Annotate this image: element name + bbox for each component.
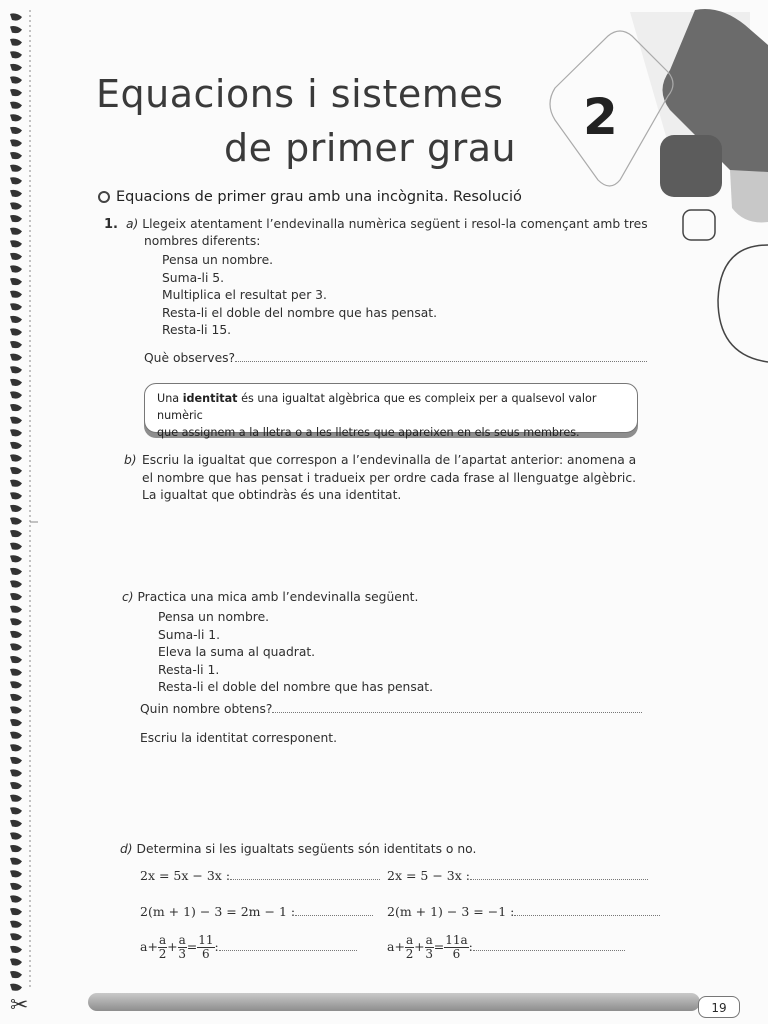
spiral-ring [10,895,22,902]
answer-line[interactable] [514,904,660,916]
step-text: Resta-li 1. [158,662,220,677]
part-c-answer-area[interactable] [140,752,640,832]
step-text: Resta-li el doble del nombre que has pensat. [158,680,434,694]
spiral-ring [10,908,22,915]
definition-box: Una identitat és una igualtat algèbrica que es compleix per a qualsevol valor numèric que assignem a la lletra o a les lletres que apareixen en els seus membres. [144,383,638,433]
spiral-ring [10,618,22,625]
spiral-ring [10,139,22,146]
answer-line[interactable] [272,701,642,713]
spiral-ring [10,492,22,499]
spiral-ring [10,253,22,260]
spiral-ring [10,845,22,852]
step-text: Pensa un nombre. [158,610,270,624]
spiral-ring [10,328,22,335]
spiral-ring [10,795,22,802]
spiral-ring [10,530,22,537]
chapter-number: 2 [583,88,618,146]
spiral-ring [10,480,22,487]
step-text: Resta-li el doble del nombre que has pensat. [162,305,438,320]
page-number: 19 [698,996,740,1018]
spiral-ring [10,820,22,827]
spiral-ring [10,215,22,222]
spiral-ring [10,265,22,272]
part-a-steps [162,252,437,340]
spiral-ring [10,782,22,789]
spiral-ring [10,404,22,411]
part-b-text: Escriu la igualtat que correspon a l’endevinalla de l’apartat anterior: anomena a el nombre que has pensat i tradueix per ordre cada frase al llenguatge algèbric. La igualtat que obtindràs és una identitat. [142,453,637,502]
step-text: Multiplica el resultat per 3. [162,288,327,302]
equation-5: a+ $\frac{a}{2}$ + $\frac{a}{3}$ = $\frac{11}{6}$ : [140,934,357,961]
footer-bar [88,993,700,1011]
spiral-ring [10,291,22,298]
equation-4: 2(m + 1) − 3 = −1 : [387,904,660,919]
part-a-question: Què observes? [144,350,647,368]
spiral-ring [10,681,22,688]
part-a-line1: a) Llegeix atentament l’endevinalla numèrica següent i resol-la començant amb tres [126,217,648,231]
spiral-ring [10,706,22,713]
spiral-ring [10,228,22,235]
chapter-title-line1: Equacions i sistemes [96,72,504,116]
equation-1: 2x = 5x − 3x : [140,868,380,883]
equation-2: 2x = 5 − 3x : [387,868,648,883]
spiral-ring [10,669,22,676]
answer-line[interactable] [473,939,625,951]
scissors-icon: ✂ [10,993,29,1018]
answer-line[interactable] [230,868,380,880]
spiral-ring [10,442,22,449]
definition-term: identitat [182,392,238,405]
spiral-ring [10,870,22,877]
spiral-ring [10,568,22,575]
part-c-instruction: Escriu la identitat corresponent. [140,731,337,745]
spiral-ring [10,643,22,650]
spiral-ring [10,454,22,461]
spiral-ring [10,152,22,159]
spiral-ring [10,64,22,71]
spiral-ring [10,757,22,764]
part-c-intro: c) Practica una mica amb l’endevinalla següent. [122,590,419,604]
spiral-ring [10,543,22,550]
spiral-ring [10,656,22,663]
equation-6: a+ $\frac{a}{2}$ + $\frac{a}{3}$ = $\frac{11a}{6}$ : [387,934,625,961]
section-heading [98,189,522,205]
answer-line[interactable] [470,868,648,880]
section-bullet-icon [98,191,110,203]
answer-line[interactable] [295,904,373,916]
spiral-ring [10,593,22,600]
spiral-ring [10,240,22,247]
spiral-ring [10,102,22,109]
exercise-number: 1. [104,217,118,232]
chapter-title-line2: de primer grau [224,126,517,170]
spiral-ring [10,933,22,940]
spiral-ring [10,13,22,20]
spiral-ring [10,984,22,991]
spiral-ring [10,51,22,58]
part-b-label: b) [124,453,137,467]
spiral-ring [10,505,22,512]
spiral-ring [10,39,22,46]
spiral-ring [10,732,22,739]
step-text: Pensa un nombre. [162,253,274,267]
spiral-ring [10,517,22,524]
step-text: Eleva la suma al quadrat. [158,645,316,659]
spiral-ring [10,429,22,436]
spiral-ring [10,921,22,928]
step-text: Resta-li 15. [162,323,232,337]
equation-3: 2(m + 1) − 3 = 2m − 1 : [140,904,373,919]
spiral-ring [10,631,22,638]
spiral-ring [10,971,22,978]
part-a-line2: nombres diferents: [144,234,261,248]
part-d-intro: d) Determina si les igualtats següents són identitats o no. [120,842,477,856]
spiral-ring [10,278,22,285]
spiral-ring [10,719,22,726]
spiral-ring [10,202,22,209]
answer-line[interactable] [219,939,357,951]
spiral-ring [10,76,22,83]
spiral-ring [10,303,22,310]
spiral-ring [10,417,22,424]
spiral-ring [10,114,22,121]
spiral-ring [10,467,22,474]
step-text: Suma-li 5. [162,270,225,285]
spiral-ring [10,89,22,96]
spiral-ring [10,744,22,751]
spiral-ring [10,807,22,814]
step-text: Suma-li 1. [158,627,221,642]
spiral-ring [10,354,22,361]
part-c-steps [158,609,433,697]
spiral-ring [10,165,22,172]
spiral-ring [10,391,22,398]
spiral-ring [10,769,22,776]
spiral-ring [10,316,22,323]
spiral-binding [0,0,40,1024]
part-b-answer-area[interactable] [142,510,642,580]
spiral-ring [10,580,22,587]
spiral-ring [10,190,22,197]
spiral-ring [10,341,22,348]
spiral-ring [10,127,22,134]
spiral-ring [10,26,22,33]
decorative-shapes [520,0,768,380]
spiral-ring [10,832,22,839]
spiral-ring [10,379,22,386]
spiral-ring [10,883,22,890]
spiral-ring [10,694,22,701]
answer-line[interactable] [235,350,647,362]
spiral-ring [10,366,22,373]
spiral-ring [10,555,22,562]
spiral-ring [10,958,22,965]
section-title: Equacions de primer grau amb una incògnita. Resolució [116,189,522,205]
spiral-ring [10,606,22,613]
spiral-ring [10,177,22,184]
part-c-question: Quin nombre obtens? [140,701,642,719]
spiral-ring [10,858,22,865]
spiral-ring [10,946,22,953]
